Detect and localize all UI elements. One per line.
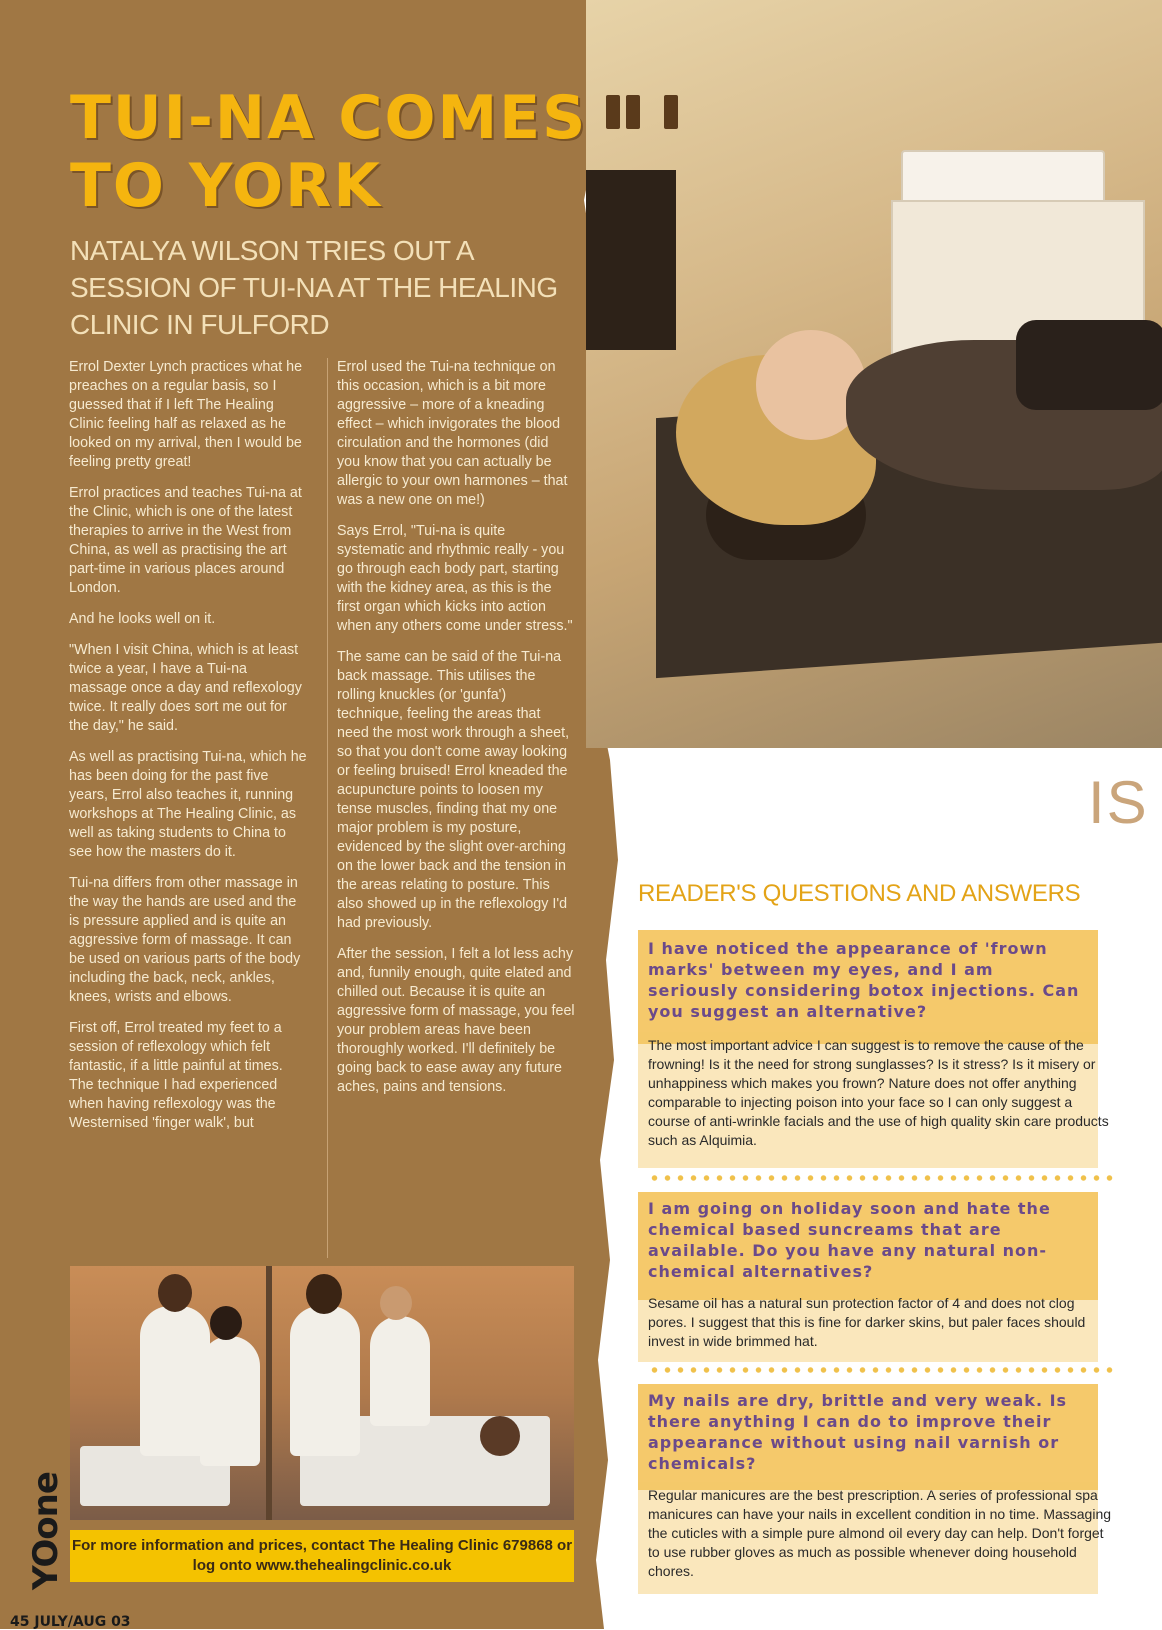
towel (1016, 320, 1162, 410)
answer-1: The most important advice I can suggest is to remove the cause of the frowning! Is it the need for strong sunglasses? Is it stress? Is it misery or unhappiness which makes you frown? Nature does not offer anything comparable to injecting poison into your face so I can only suggest a course of anti-wrinkle facials and the use of high quality skin care products such as Alquimia. (648, 1037, 1109, 1148)
question-3: My nails are dry, brittle and very weak. Is there anything I can do to improve their appearance without using nail varnish or chemicals? (648, 1391, 1068, 1473)
paragraph: First off, Errol treated my feet to a session of reflexology which felt fantastic, if a little painful at times. The technique I had experienced when having reflexology was the Westernised 'finger walk', but (69, 1020, 283, 1131)
column-divider (327, 358, 328, 1258)
client-head (480, 1416, 520, 1456)
magazine-logo (22, 1472, 66, 1592)
photo-divider (266, 1266, 272, 1520)
student-head (380, 1286, 412, 1320)
sink (901, 150, 1105, 204)
student-coat (370, 1316, 430, 1426)
qa-heading: READER'S QUESTIONS AND ANSWERS (638, 880, 1081, 907)
fireplace (586, 170, 676, 350)
paragraph: As well as practising Tui-na, which he has been doing for the past five years, Errol also teaches it, running workshops at The Healing Clinic, as well as taking students to China to see how the masters do it. (69, 749, 307, 860)
article-title: TUI-NA COMES TO YORK (70, 83, 588, 221)
therapist-head (306, 1274, 342, 1314)
article-column-2 (337, 358, 575, 1109)
paragraph: After the session, I felt a lot less achy and, funnily enough, quite elated and chilled out. Because it is quite an aggressive form of massage, you feel your problem areas have been thoroughly worked. I'll definitely be going back to ease away any future aches, pains and tensions. (337, 946, 575, 1095)
oil-bottle (664, 95, 678, 129)
paragraph: Tui-na differs from other massage in the way the hands are used and the is pressure applied and is quite an aggressive form of massage. It can be used on various parts of the body including the back, neck, ankles, knees, wrists and elbows. (69, 875, 301, 1005)
paragraph: Errol Dexter Lynch practices what he preaches on a regular basis, so I guessed that if I left The Healing Clinic feeling half as relaxed as he looked on my arrival, then I would be feeling pretty great! (69, 359, 303, 470)
student-coat (200, 1336, 260, 1466)
article-subtitle: NATALYA WILSON TRIES OUT A SESSION OF TUI-NA AT THE HEALING CLINIC IN FULFORD (70, 235, 558, 340)
tui-na-class-photo (70, 1266, 574, 1520)
question-2: I am going on holiday soon and hate the chemical based suncreams that are available. Do you have any natural non-chemical alternatives? (648, 1199, 1051, 1281)
paragraph: And he looks well on it. (69, 611, 216, 627)
dotted-divider (648, 1174, 1114, 1182)
logo-text: YOone (26, 1472, 66, 1590)
paragraph: "When I visit China, which is at least twice a year, I have a Tui-na massage once a day and reflexology twice. It really does sort me out for the day," he said. (69, 642, 302, 734)
contact-info-box: For more information and prices, contact The Healing Clinic 679868 or log onto www.thehealingclinic.co.uk (70, 1530, 574, 1582)
section-marker: IS (1088, 769, 1149, 836)
spa-treatment-photo (586, 0, 1162, 748)
dotted-divider (648, 1366, 1114, 1374)
paragraph: Errol used the Tui-na technique on this occasion, which is a bit more aggressive – more of a kneading effect – which invigorates the blood circulation and the hormones (did you know that you can actually be allergic to your own harmones – that was a new one on me!) (337, 359, 568, 508)
oil-bottle (606, 95, 620, 129)
question-1: I have noticed the appearance of 'frown marks' between my eyes, and I am seriously considering botox injections. Can you suggest an alternative? (648, 939, 1080, 1021)
therapist-coat (290, 1306, 360, 1456)
answer-3: Regular manicures are the best prescription. A series of professional spa manicures can have your nails in excellent condition in no time. Massaging the cuticles with a simple pure almond oil every day can help. Don't forget to use rubber gloves as much as possible whenever doing household chores. (648, 1487, 1112, 1579)
therapist-head (158, 1274, 192, 1312)
paragraph: Says Errol, "Tui-na is quite systematic and rhythmic really - you go through each body part, starting with the kidney area, as this is the first organ which kicks into action when any others come under stress." (337, 523, 573, 634)
article-column-1 (69, 358, 307, 1145)
page-footer: 45 JULY/AUG 03 (10, 1614, 131, 1630)
answer-2: Sesame oil has a natural sun protection factor of 4 and does not clog pores. I suggest that this is fine for darker skins, but paler faces should invest in wide brimmed hat. (648, 1295, 1086, 1349)
oil-bottle (626, 95, 640, 129)
paragraph: The same can be said of the Tui-na back massage. This utilises the rolling knuckles (or 'gunfa') technique, feeling the areas that need the most work through a sheet, so that you don't come away looking or feeling bruised! Errol kneaded the acupuncture points to loosen my tense muscles, finding that my one major problem is my posture, evidenced by the slight over-arching on the lower back and the tension in the areas relating to posture. This also showed up in the reflexology I'd had previously. (337, 649, 570, 931)
paragraph: Errol practices and teaches Tui-na at the Clinic, which is one of the latest therapies to arrive in the West from China, as well as practising the art part-time in various places around London. (69, 485, 302, 596)
student-head (210, 1306, 242, 1340)
